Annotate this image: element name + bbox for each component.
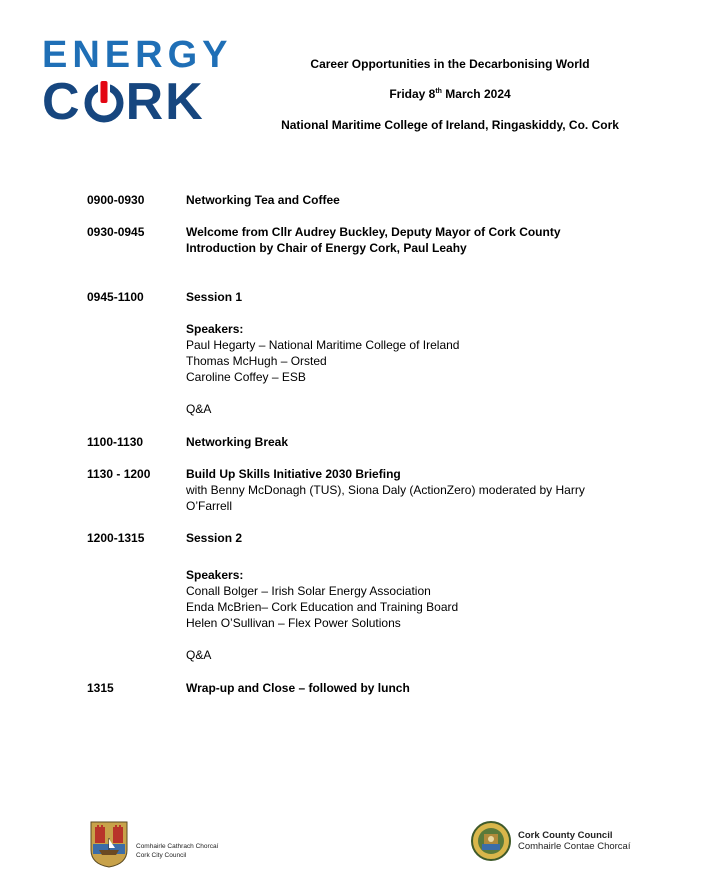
event-date	[230, 87, 670, 101]
speaker: Thomas McHugh – Orsted	[186, 354, 327, 368]
logo-letter-c: C	[42, 73, 82, 131]
agenda-title: Networking Tea and Coffee	[186, 193, 340, 207]
agenda-time: 1200-1315	[87, 531, 145, 545]
agenda-title: Wrap-up and Close – followed by lunch	[186, 681, 410, 695]
county-council-irish: Comhairle Contae Chorcaí	[518, 841, 631, 852]
cork-city-council-logo	[88, 820, 238, 870]
qa-label: Q&A	[186, 402, 212, 416]
agenda-detail: with Benny McDonagh (TUS), Siona Daly (ActionZero) moderated by Harry O’Farrell	[186, 483, 585, 513]
county-council-english: Cork County Council	[518, 830, 613, 841]
speaker: Paul Hegarty – National Maritime College of Ireland	[186, 338, 460, 352]
city-crest-icon	[88, 820, 130, 868]
logo-letters-rk: RK	[125, 73, 205, 131]
agenda-time: 0930-0945	[87, 225, 145, 239]
agenda-title-line: Welcome from Cllr Audrey Buckley, Deputy Mayor of Cork County	[186, 225, 561, 239]
speakers-label: Speakers:	[186, 568, 244, 582]
agenda-time: 1315	[87, 681, 114, 695]
speaker: Enda McBrien– Cork Education and Training Board	[186, 600, 459, 614]
agenda-title: Networking Break	[186, 435, 289, 449]
agenda-details	[186, 530, 596, 663]
agenda-details	[186, 289, 596, 417]
date-rest: March 2024	[441, 87, 511, 101]
county-council-text	[518, 830, 668, 852]
event-title: Career Opportunities in the Decarbonising World	[310, 57, 590, 71]
agenda-title	[186, 224, 596, 256]
cork-county-council-logo	[470, 820, 670, 870]
agenda-title: Session 1	[186, 290, 243, 304]
power-icon	[83, 78, 125, 122]
agenda-title-line: Introduction by Chair of Energy Cork, Paul Leahy	[186, 241, 467, 255]
speaker: Caroline Coffey – ESB	[186, 370, 306, 384]
speaker: Conall Bolger – Irish Solar Energy Association	[186, 584, 431, 598]
agenda-title: Session 2	[186, 531, 243, 545]
agenda-time: 1100-1130	[87, 435, 144, 449]
county-crest-icon	[470, 820, 512, 862]
agenda-details	[186, 466, 596, 514]
agenda-title: Build Up Skills Initiative 2030 Briefing	[186, 467, 401, 481]
event-venue: National Maritime College of Ireland, Ringaskiddy, Co. Cork	[281, 118, 619, 132]
date-main: Friday 8	[389, 87, 436, 101]
logo-line-energy: ENERGY	[42, 34, 233, 76]
agenda-time: 1130 - 1200	[87, 467, 151, 481]
date-suffix: th	[435, 88, 442, 95]
speaker: Helen O’Sullivan – Flex Power Solutions	[186, 616, 401, 630]
city-council-english: Cork City Council	[136, 852, 187, 859]
agenda-time: 0945-1100	[87, 290, 144, 304]
agenda-time: 0900-0930	[87, 193, 145, 207]
speakers-label: Speakers:	[186, 322, 244, 336]
qa-label: Q&A	[186, 648, 212, 662]
city-council-text	[136, 842, 246, 860]
logo-line-cork	[42, 74, 205, 130]
city-council-irish: Comhairle Cathrach Chorcaí	[136, 843, 219, 850]
energy-cork-logo	[42, 34, 233, 131]
